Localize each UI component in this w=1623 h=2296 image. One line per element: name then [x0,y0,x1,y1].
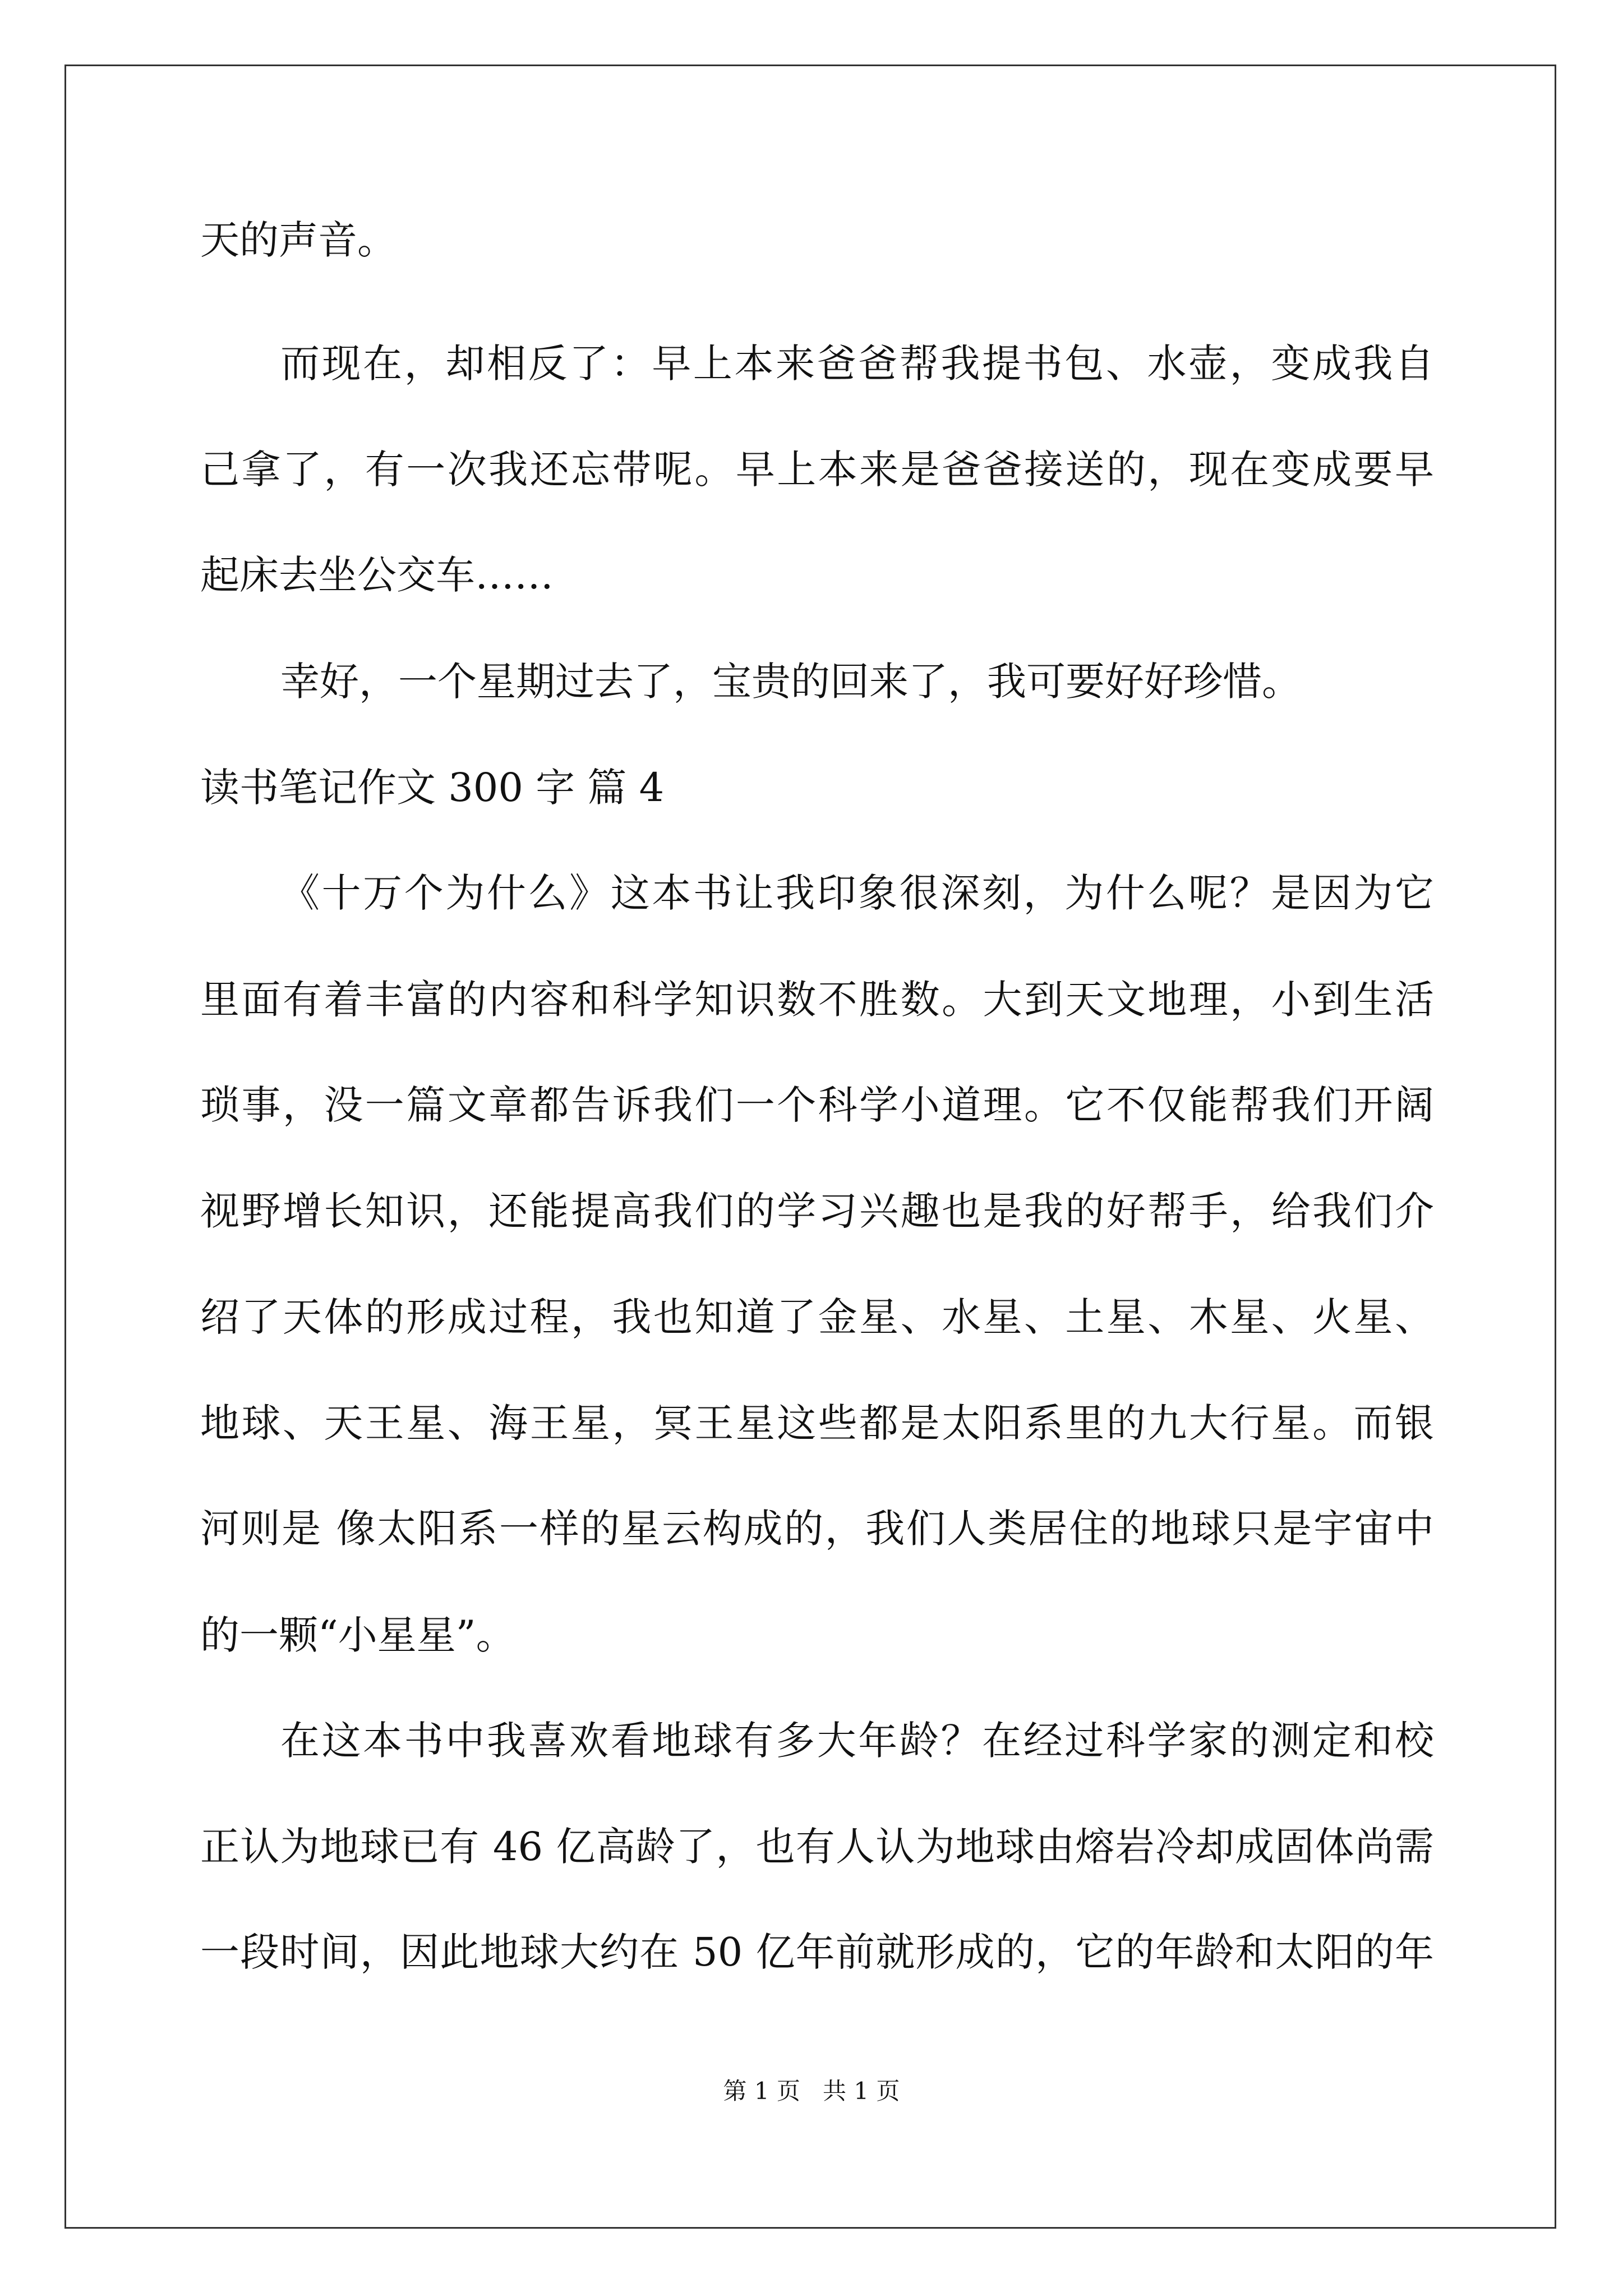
body-line: 《十万个为什么》这本书让我印象很深刻，为什么呢？是因为它 [280,870,1434,916]
body-line: 绍了天体的形成过程，我也知道了金星、水星、土星、木星、火星、 [200,1294,1434,1340]
body-line: 己拿了，有一次我还忘带呢。早上本来是爸爸接送的，现在变成要早 [200,447,1434,493]
body-line: 一段时间，因此地球大约在 50 亿年前就形成的，它的年龄和太阳的年 [200,1929,1434,1975]
page-border [64,65,1556,2229]
body-line: 地球、天王星、海王星，冥王星这些都是太阳系里的九大行星。而银 [200,1400,1434,1446]
body-line: 天的声音。 [200,217,396,263]
body-line: 河则是 像太阳系一样的星云构成的，我们人类居住的地球只是宇宙中 [200,1506,1434,1552]
body-line: 而现在，却相反了：早上本来爸爸帮我提书包、水壶，变成我自 [280,341,1434,386]
body-line: 的一颗“小星星”。 [200,1612,515,1658]
body-line: 正认为地球已有 46 亿高龄了，也有人认为地球由熔岩冷却成固体尚需 [200,1824,1434,1870]
body-line: 幸好，一个星期过去了，宝贵的回来了，我可要好好珍惜。 [280,659,1301,705]
body-line: 在这本书中我喜欢看地球有多大年龄？在经过科学家的测定和校 [280,1718,1434,1764]
body-line: 起床去坐公交车…… [200,552,554,598]
section-heading: 读书笔记作文 300 字 篇 4 [200,765,665,811]
page-footer: 第 1 页 共 1 页 [723,2077,900,2105]
body-line: 琐事，没一篇文章都告诉我们一个科学小道理。它不仅能帮我们开阔 [200,1082,1434,1128]
body-line: 视野增长知识，还能提高我们的学习兴趣也是我的好帮手，给我们介 [200,1188,1434,1234]
body-line: 里面有着丰富的内容和科学知识数不胜数。大到天文地理，小到生活 [200,977,1434,1023]
